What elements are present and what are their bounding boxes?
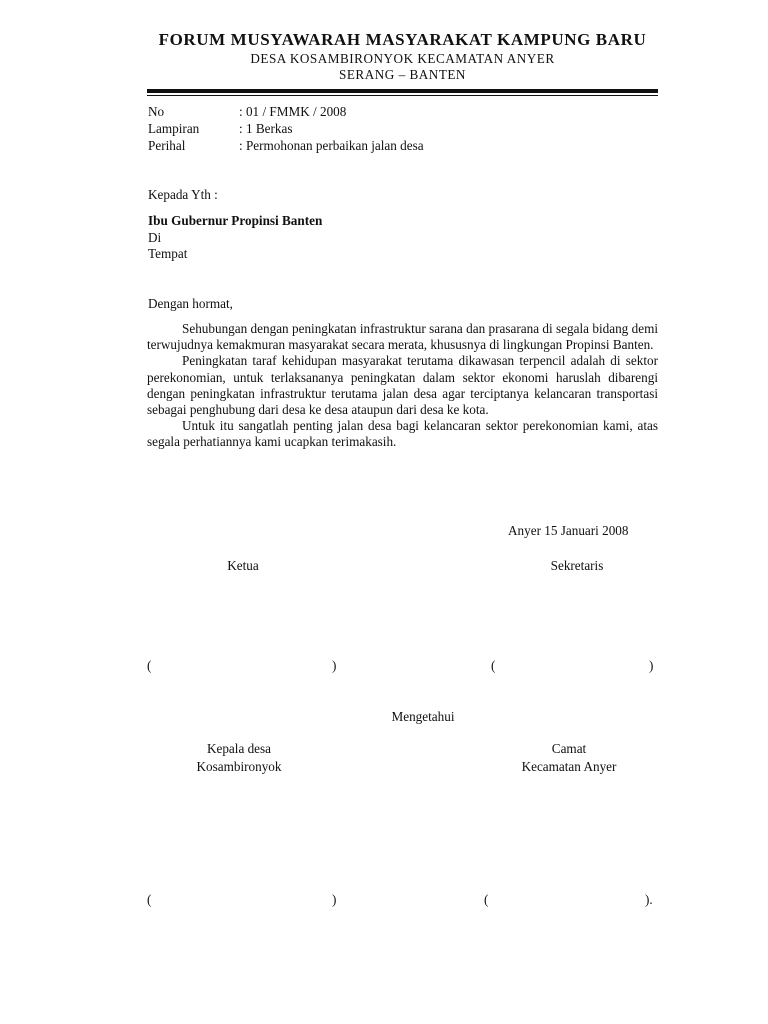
meta-no-label: No — [148, 104, 165, 119]
paragraph-3: Untuk itu sangatlah penting jalan desa bagi kelancaran sektor perekonomian kami, atas segala perhatiannya kami ucapkan terimakasih. — [147, 418, 658, 450]
recipient-name: Ibu Gubernur Propinsi Banten — [148, 213, 323, 228]
ketua-sign-open: ( — [147, 658, 152, 673]
letter-body — [147, 321, 658, 451]
kepala-desa-sign-open: ( — [147, 892, 152, 907]
camat-sign-close: ). — [645, 892, 653, 907]
letterhead-rule-thick — [147, 89, 658, 93]
salutation: Dengan hormat, — [148, 296, 233, 311]
meta-perihal-value: : Permohonan perbaikan jalan desa — [239, 138, 424, 153]
kepala-desa-title: Kepala desa — [206, 741, 272, 756]
camat-sign-open: ( — [484, 892, 489, 907]
paragraph-2: Peningkatan taraf kehidupan masyarakat terutama dikawasan terpencil adalah di sektor perekonomian, untuk terlaksananya peningkatan dalam sektor ekonomi haruslah dibarengi dengan peningkatan infrastruktur terutama jalan desa agar terciptanya kelancaran transportasi sebagai penghubung dari desa ke desa ataupun dari desa ke kota. — [147, 353, 658, 418]
letterhead-rule-thin — [147, 95, 658, 96]
letterhead-region: SERANG – BANTEN — [339, 67, 466, 82]
meta-no-value: : 01 / FMMK / 2008 — [239, 104, 347, 119]
sekretaris-sign-open: ( — [491, 658, 496, 673]
ketua-sign-close: ) — [332, 658, 337, 673]
letterhead-village: DESA KOSAMBIRONYOK KECAMATAN ANYER — [250, 51, 555, 66]
letterhead-org: FORUM MUSYAWARAH MASYARAKAT KAMPUNG BARU — [158, 30, 647, 49]
ketua-title: Ketua — [227, 558, 259, 573]
meta-lampiran-label: Lampiran — [148, 121, 200, 136]
sekretaris-title: Sekretaris — [550, 558, 604, 573]
camat-subtitle: Kecamatan Anyer — [521, 759, 617, 774]
place-date: Anyer 15 Januari 2008 — [508, 523, 629, 538]
meta-lampiran-value: : 1 Berkas — [239, 121, 293, 136]
recipient-greeting: Kepada Yth : — [148, 187, 218, 202]
mengetahui-label: Mengetahui — [391, 709, 455, 724]
meta-perihal-label: Perihal — [148, 138, 186, 153]
recipient-tempat: Tempat — [148, 246, 188, 261]
kepala-desa-subtitle: Kosambironyok — [196, 759, 282, 774]
camat-title: Camat — [551, 741, 587, 756]
recipient-di: Di — [148, 230, 162, 245]
sekretaris-sign-close: ) — [649, 658, 654, 673]
paragraph-1: Sehubungan dengan peningkatan infrastruktur sarana dan prasarana di segala bidang demi terwujudnya kemakmuran masyarakat secara merata, khususnya di lingkungan Propinsi Banten. — [147, 321, 658, 353]
kepala-desa-sign-close: ) — [332, 892, 337, 907]
